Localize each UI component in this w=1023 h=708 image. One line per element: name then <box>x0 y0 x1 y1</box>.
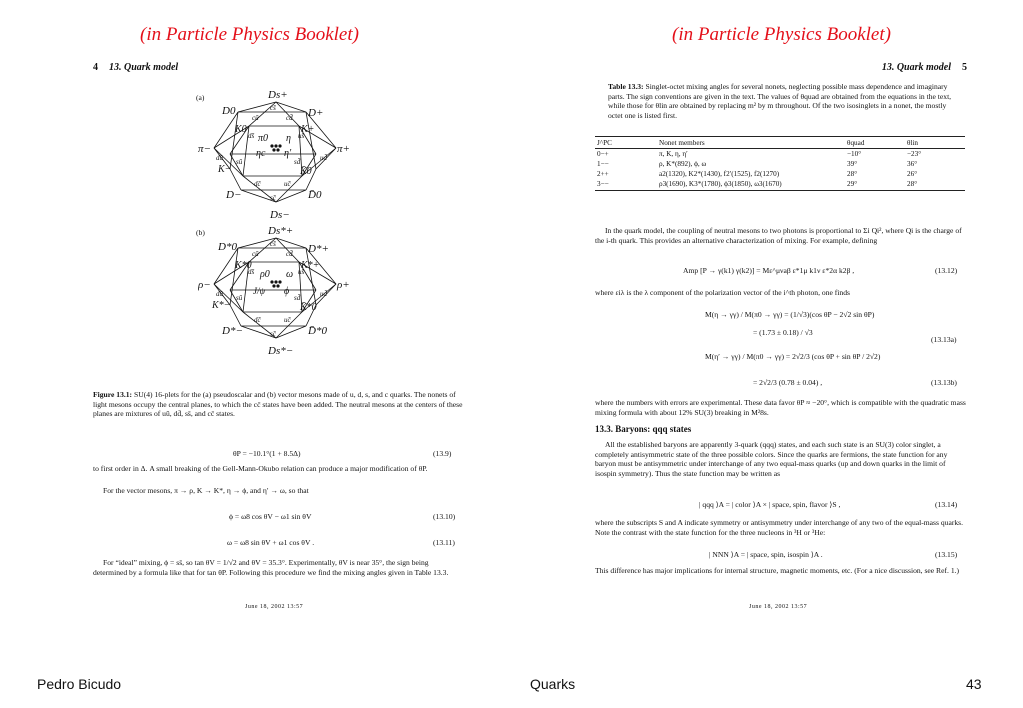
footer-author: Pedro Bicudo <box>37 676 122 692</box>
diagram-a-upper-right-label: D+ <box>308 107 324 119</box>
table-cell: ρ, K*(892), ϕ, ω <box>659 160 707 168</box>
quark-label: cū <box>252 114 259 122</box>
figure-caption-text: SU(4) 16-plets for the (a) pseudoscalar and (b) vector mesons made of u, d, s, and c quarks. The nonets of light mesons occupy the central planes, to which the cc̄ states have been added. The neutral mesons at the centers of these planes are mixtures of uū, dd̄, ss̄, and cc̄ states. <box>93 390 463 419</box>
equation-13-13a-line-2: = (1.73 ± 0.18) / √3 <box>753 328 813 337</box>
table-header-cell: θquad <box>845 138 905 149</box>
vector-16plet-diagram <box>198 222 353 362</box>
table-cell: π, K, η, η′ <box>659 150 688 158</box>
diagram-b-center-label: ρ0 <box>260 269 270 280</box>
diagram-b-left-label: ρ− <box>198 279 211 291</box>
quark-label: cū <box>252 250 259 258</box>
right-paragraph-1: In the quark model, the coupling of neutral mesons to two photons is proportional to Σi Qi², where Qi is the charge of the i-th quark. This provides an alternative characterization of mixing. For example, defining <box>595 226 962 245</box>
equation-13-11-number: (13.11) <box>433 538 455 547</box>
left-page-date: June 18, 2002 13:57 <box>245 604 304 610</box>
quark-label: ud̄ <box>320 290 327 298</box>
diagram-b-right-label: ρ+ <box>337 279 350 291</box>
right-running-head: 13. Quark model <box>881 62 951 73</box>
equation-13-14-number: (13.14) <box>935 500 958 509</box>
equation-13-13a-number: (13.13a) <box>931 335 957 344</box>
equation-13-15: | NNN ⟩A = | space, spin, isospin ⟩A . <box>709 550 823 559</box>
table-cell: 39° <box>847 160 858 168</box>
table-cell: a2(1320), K2*(1430), f2′(1525), f2(1270) <box>659 170 780 178</box>
equation-13-12-number: (13.12) <box>935 266 958 275</box>
table-cell: 3−− <box>597 180 609 188</box>
left-page-header <box>93 62 178 73</box>
equation-13-13b-line-2: = 2√2/3 (0.78 ± 0.04) , <box>753 378 823 387</box>
equation-13-11: ω = ω8 sin θV + ω1 cos θV . <box>227 538 315 547</box>
quark-label: cs̄ <box>270 240 276 248</box>
table-row <box>595 179 965 189</box>
diagram-a-lower-right-label: D̄0 <box>308 189 322 201</box>
right-booklet-page <box>595 60 975 620</box>
diagram-b-lower-left-label: D*− <box>222 325 243 337</box>
diagram-a-lower-left-label: D− <box>226 189 242 201</box>
diagram-a-kminus-label: K− <box>218 164 232 175</box>
table-caption <box>608 82 952 120</box>
quark-label: dc̄ <box>254 316 261 324</box>
right-paragraph-3: where the numbers with errors are experimental. These data favor θP ≈ −20°, which is compatible with the quadratic mass mixing formula with about 12% SU(3) breaking in M²8s. <box>595 398 966 417</box>
diagram-a-kplus-label: K+ <box>301 124 315 135</box>
quark-label: sū <box>236 294 243 302</box>
left-paragraph-1: to first order in Δ. A small breaking of the Gell-Mann-Okubo relation can produce a major modification of θP. <box>93 464 428 473</box>
table-row <box>595 159 965 169</box>
quark-label: sd̄ <box>294 158 301 166</box>
mixing-angle-table <box>595 136 965 191</box>
table-cell: 36° <box>907 160 918 168</box>
table-header-cell: θlin <box>905 138 965 149</box>
quark-label: sd̄ <box>294 294 301 302</box>
diagram-a-left-label: π− <box>198 143 211 155</box>
figure-caption-label: Figure 13.1: <box>93 390 133 399</box>
equation-13-13a-line-1: M(η → γγ) / M(π0 → γγ) = (1/√3)(cos θP − 2√2 sin θP) <box>705 310 875 319</box>
equation-13-14: | qqq ⟩A = | color ⟩A × | space, spin, flavor ⟩S , <box>699 500 841 509</box>
diagram-b-top-label: Ds*+ <box>268 225 294 237</box>
diagram-a-top-label: Ds+ <box>268 89 288 101</box>
right-paragraph-4: All the established baryons are apparently 3-quark (qqq) states, and each such state is an SU(3) color singlet, a completely antisymmetric state of the three possible colors. Since the quarks are fermions, the state function for any baryon must be antisymmetric under interchange of any two equal-mass quarks (up and down quarks in the limit of isospin symmetry). Thus the state function may be written as <box>595 440 948 478</box>
quark-label: sū <box>236 158 243 166</box>
left-paragraph-2: For the vector mesons, π → ρ, K → K*, η → ϕ, and η′ → ω, so that <box>103 486 309 495</box>
table-cell: 28° <box>847 170 858 178</box>
quark-label: uc̄ <box>284 180 291 188</box>
diagram-b-k0bar-label: K̄*0 <box>300 302 317 313</box>
section-heading-baryons: 13.3. Baryons: qqq states <box>595 424 692 434</box>
diagram-a-label: (a) <box>196 93 205 102</box>
footer-topic: Quarks <box>530 676 576 692</box>
right-page-header <box>882 62 967 73</box>
figure-caption <box>93 390 463 419</box>
table-row <box>595 149 965 160</box>
quark-label: dc̄ <box>254 180 261 188</box>
diagram-a-right-label: π+ <box>337 143 350 155</box>
quark-label: us̄ <box>298 132 305 140</box>
quark-label: ud̄ <box>320 154 327 162</box>
diagram-a-k0-label: K0 <box>235 124 247 135</box>
equation-13-13b-line-1: M(η′ → γγ) / M(π0 → γγ) = 2√2/3 (cos θP + sin θP / 2√2) <box>705 352 881 361</box>
table-cell: −23° <box>907 150 922 158</box>
diagram-b-upper-right-label: D*+ <box>308 243 329 255</box>
diagram-a-center-label: π0 <box>258 133 269 144</box>
diagram-a-center-label: η′ <box>284 148 292 159</box>
right-slide-title: (in Particle Physics Booklet) <box>672 24 891 45</box>
table-cell: 0−+ <box>597 150 609 158</box>
table-cell: 2++ <box>597 170 609 178</box>
diagram-b-upper-left-label: D*0 <box>218 241 237 253</box>
table-header-row <box>595 138 965 149</box>
diagram-b-bottom-label: Ds*− <box>268 345 294 357</box>
equation-13-10: ϕ = ω8 cos θV − ω1 sin θV <box>229 512 312 521</box>
diagram-b-k0-label: K*0 <box>235 260 252 271</box>
quark-label: ds̄ <box>248 268 255 276</box>
diagram-b-kminus-label: K*− <box>212 300 231 311</box>
quark-label: cd̄ <box>286 250 293 258</box>
equation-13-9: θP = −10.1°(1 + 8.5Δ) <box>233 449 301 458</box>
table-row <box>595 169 965 179</box>
diagram-b-center-label: ϕ <box>284 286 290 297</box>
table-cell: ρ3(1690), K3*(1780), ϕ3(1850), ω3(1670) <box>659 180 782 188</box>
diagram-b-center-label: J/ψ <box>253 286 266 296</box>
pseudoscalar-16plet-diagram <box>198 86 353 226</box>
table-cell: 29° <box>847 180 858 188</box>
diagram-b-center-label: ω <box>286 269 294 280</box>
table-caption-label: Table 13.3: <box>608 82 644 91</box>
diagram-b-kplus-label: K*+ <box>301 260 320 271</box>
right-page-date: June 18, 2002 13:57 <box>749 604 808 610</box>
table-cell: 1−− <box>597 160 609 168</box>
quark-label: cd̄ <box>286 114 293 122</box>
right-paragraph-6: This difference has major implications for internal structure, magnetic moments, etc. (For a nice discussion, see Ref. 1.) <box>595 566 960 575</box>
diagram-a-bottom-label: Ds− <box>270 209 290 221</box>
equation-13-9-number: (13.9) <box>433 449 452 458</box>
left-paragraph-3: For “ideal” mixing, ϕ = ss̄, so tan θV = 1/√2 and θV = 35.3°. Experimentally, θV is near 35°, the sign being determined by a formula like that for tan θP. Following this procedure we find the mixing angles given in Table 13.3. <box>93 558 449 577</box>
diagram-b-lower-right-label: D̄*0 <box>308 325 327 337</box>
table-cell: −10° <box>847 150 862 158</box>
table-header-cell: Nonet members <box>657 138 845 149</box>
table-cell: 26° <box>907 170 918 178</box>
quark-label: ds̄ <box>248 132 255 140</box>
right-paragraph-5: where the subscripts S and A indicate symmetry or antisymmetry under interchange of any two of the equal-mass quarks. Note the contrast with the state function for the three nucleons in ³H or ³He: <box>595 518 963 537</box>
table-header-cell: J^PC <box>595 138 657 149</box>
left-running-head: 13. Quark model <box>109 62 179 73</box>
equation-13-13b-number: (13.13b) <box>931 378 957 387</box>
diagram-a-upper-left-label: D0 <box>222 105 236 117</box>
quark-label: cs̄ <box>270 104 276 112</box>
footer-slide-number: 43 <box>966 676 982 692</box>
table-caption-text: Singlet-octet mixing angles for several nonets, neglecting possible mass dependence and imaginary parts. The sign conventions are given in the text. The values of θquad are obtained from the equations in the text, while those for θlin are obtained by replacing m² by m throughout. Of the two isosinglets in a nonet, the mostly octet one is listed first. <box>608 82 952 120</box>
table-cell: 28° <box>907 180 918 188</box>
left-page-number: 4 <box>93 62 98 73</box>
quark-label: dū <box>216 290 223 298</box>
equation-13-12: Amp [P → γ(k1) γ(k2)] = Mε^μνaβ ε*1μ k1ν ε*2α k2β , <box>683 266 855 275</box>
left-slide-title: (in Particle Physics Booklet) <box>140 24 359 45</box>
equation-13-10-number: (13.10) <box>433 512 456 521</box>
quark-label: sc̄ <box>270 194 276 202</box>
quark-label: dū <box>216 154 223 162</box>
right-paragraph-2: where εiλ is the λ component of the polarization vector of the i^th photon, one finds <box>595 288 850 297</box>
diagram-a-center-label: η <box>286 133 291 144</box>
quark-label: uc̄ <box>284 316 291 324</box>
right-page-number: 5 <box>962 62 967 73</box>
quark-label: us̄ <box>298 268 305 276</box>
quark-label: sc̄ <box>270 330 276 338</box>
equation-13-15-number: (13.15) <box>935 550 958 559</box>
diagram-b-label: (b) <box>196 228 205 237</box>
left-booklet-page <box>93 60 473 620</box>
diagram-a-center-label: ηc <box>256 148 266 159</box>
diagram-a-k0bar-label: K̄0 <box>300 166 312 177</box>
